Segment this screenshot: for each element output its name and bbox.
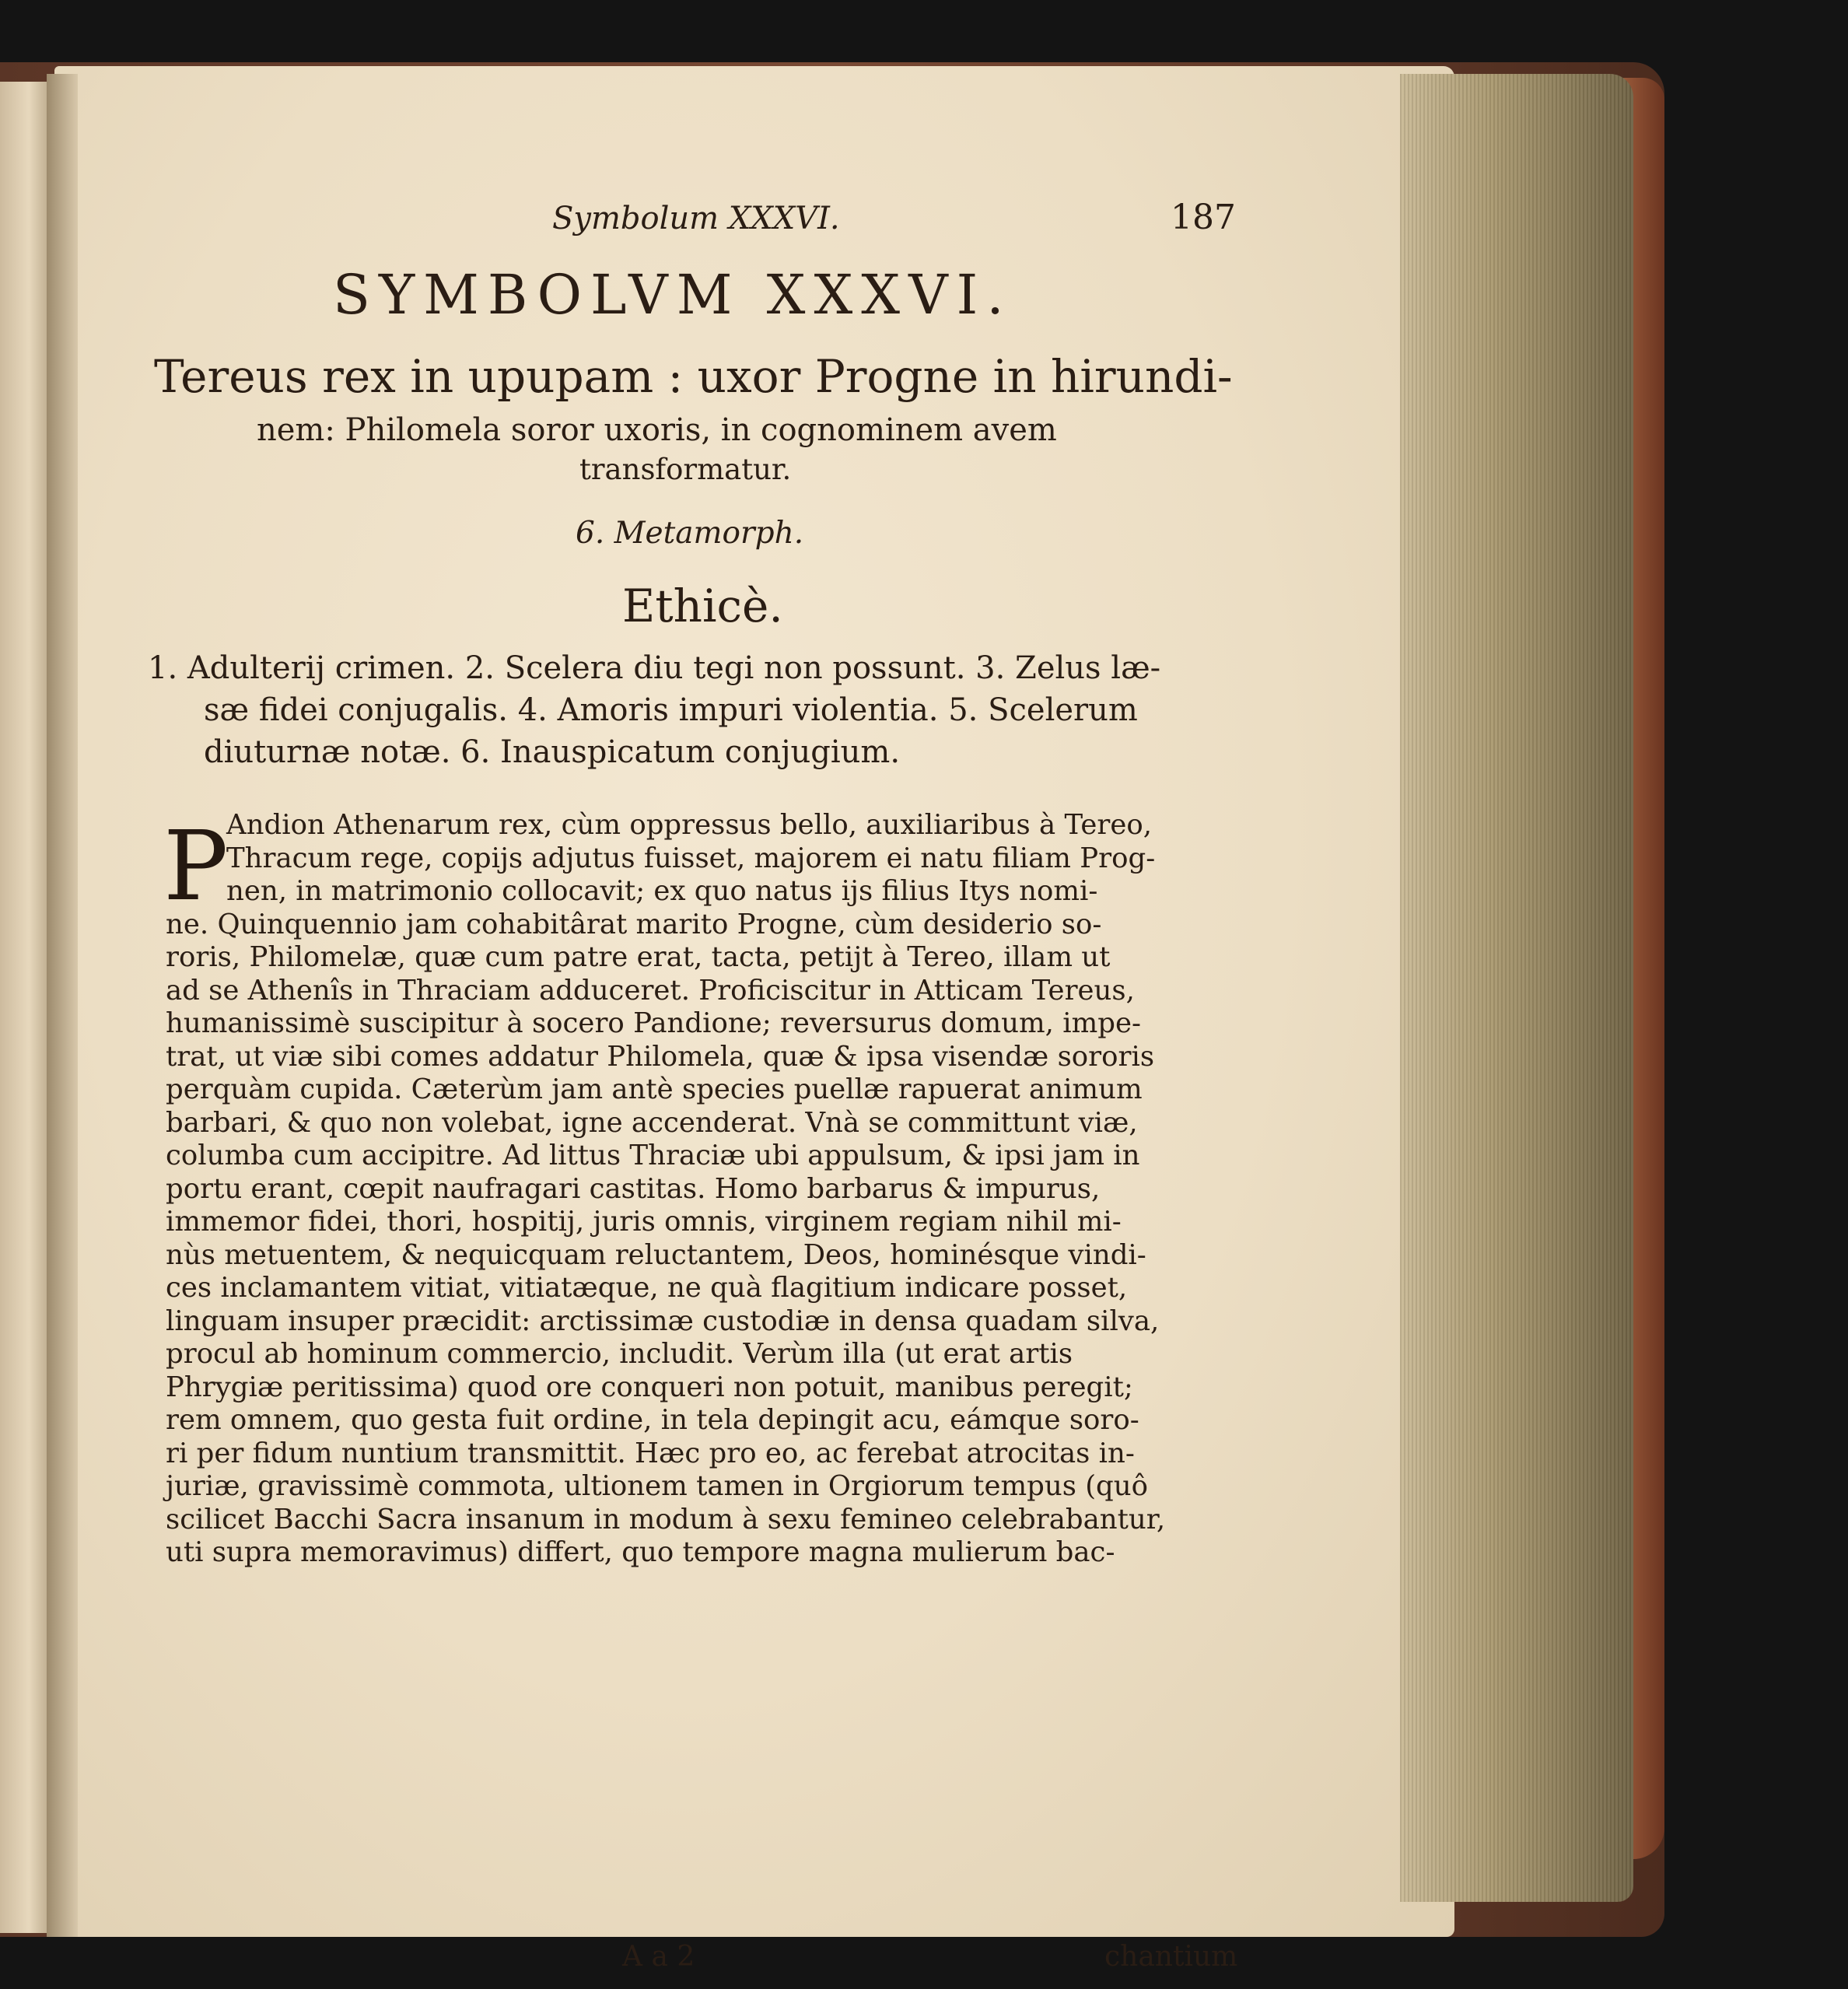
- book-gutter: [47, 74, 78, 1937]
- body-line: procul ab hominum commercio, includit. Verùm illa (ut erat artis: [166, 1338, 1073, 1370]
- body-line: Phrygiæ peritissima) quod ore conqueri non potuit, manibus peregit;: [166, 1371, 1133, 1403]
- body-line: Thracum rege, copijs adjutus fuisset, majorem ei natu filiam Prog-: [226, 842, 1156, 874]
- ethic-list: [148, 647, 1252, 773]
- body-line: juriæ, gravissimè commota, ultionem tamen in Orgiorum tempus (quô: [166, 1470, 1149, 1502]
- body-line: nen, in matrimonio collocavit; ex quo natus ijs filius Itys nomi-: [226, 875, 1098, 907]
- body-line: ne. Quinquennio jam cohabitârat marito Progne, cùm desiderio so-: [166, 908, 1102, 940]
- body-line: columba cum accipitre. Ad littus Thraciæ ubi appulsum, & ipsi jam in: [166, 1140, 1140, 1171]
- body-line: ri per fidum nuntium transmittit. Hæc pro eo, ac ferebat atrocitas in-: [166, 1437, 1135, 1469]
- body-line: nùs metuentem, & nequicquam reluctantem, Deos, hominésque vindi-: [166, 1238, 1146, 1271]
- body-line: barbari, & quo non volebat, igne accenderat. Vnà se committunt viæ,: [166, 1106, 1138, 1139]
- drop-cap: P: [163, 811, 229, 923]
- symbol-title: SYMBOLVM XXXVI.: [333, 263, 1013, 327]
- body-line: Andion Athenarum rex, cùm oppressus bello, auxiliaribus à Tereo,: [226, 809, 1153, 841]
- body-line: trat, ut viæ sibi comes addatur Philomela, quæ & ipsa visendæ sororis: [166, 1040, 1155, 1073]
- body-line: portu erant, cœpit naufragari castitas. Homo barbarus & impurus,: [166, 1172, 1101, 1205]
- body-line: ad se Athenîs in Thraciam adduceret. Proficiscitur in Atticam Tereus,: [166, 974, 1135, 1007]
- page-number: 187: [1171, 198, 1236, 237]
- body-line: uti supra memoravimus) differt, quo tempore magna mulierum bac-: [166, 1536, 1115, 1568]
- ethic-line: diuturnæ notæ. 6. Inauspicatum conjugium.: [204, 734, 901, 770]
- signature-mark: A a 2: [622, 1941, 695, 1973]
- body-line: ces inclamantem vitiat, vitiatæque, ne quà flagitium indicare posset,: [166, 1272, 1128, 1304]
- ethic-line: sæ fidei conjugalis. 4. Amoris impuri violentia. 5. Scelerum: [204, 692, 1138, 728]
- body-line: linguam insuper præcidit: arctissimæ custodiæ in densa quadam silva,: [166, 1304, 1160, 1337]
- metamorphoses-reference: 6. Metamorph.: [576, 516, 804, 551]
- body-line: rem omnem, quo gesta fuit ordine, in tela depingit acu, eámque soro-: [166, 1404, 1139, 1436]
- body-line: scilicet Bacchi Sacra insanum in modum à sexu femineo celebrabantur,: [166, 1503, 1166, 1536]
- body-paragraph: [166, 809, 1247, 1570]
- subtitle-line-3: transformatur.: [579, 453, 792, 486]
- body-line: immemor fidei, thori, hospitij, juris omnis, virginem regiam nihil mi-: [166, 1206, 1122, 1238]
- ethic-line: 1. Adulterij crimen. 2. Scelera diu tegi non possunt. 3. Zelus læ-: [148, 650, 1161, 686]
- left-page-edge: [0, 82, 50, 1933]
- catchword: chantium: [1104, 1941, 1238, 1973]
- section-heading: Ethicè.: [622, 580, 783, 632]
- body-line: roris, Philomelæ, quæ cum patre erat, tacta, petijt à Tereo, illam ut: [166, 941, 1111, 973]
- body-line: humanissimè suscipitur à socero Pandione; reversurus domum, impe-: [166, 1007, 1141, 1039]
- page-fore-edge: [1400, 74, 1633, 1902]
- running-title: Symbolum XXXVI.: [552, 201, 840, 236]
- subtitle-line-1: Tereus rex in upupam : uxor Progne in hirundi-: [154, 350, 1233, 403]
- subtitle-line-2: nem: Philomela soror uxoris, in cognominem avem: [257, 412, 1057, 448]
- body-line: perquàm cupida. Cæterùm jam antè species puellæ rapuerat animum: [166, 1073, 1143, 1105]
